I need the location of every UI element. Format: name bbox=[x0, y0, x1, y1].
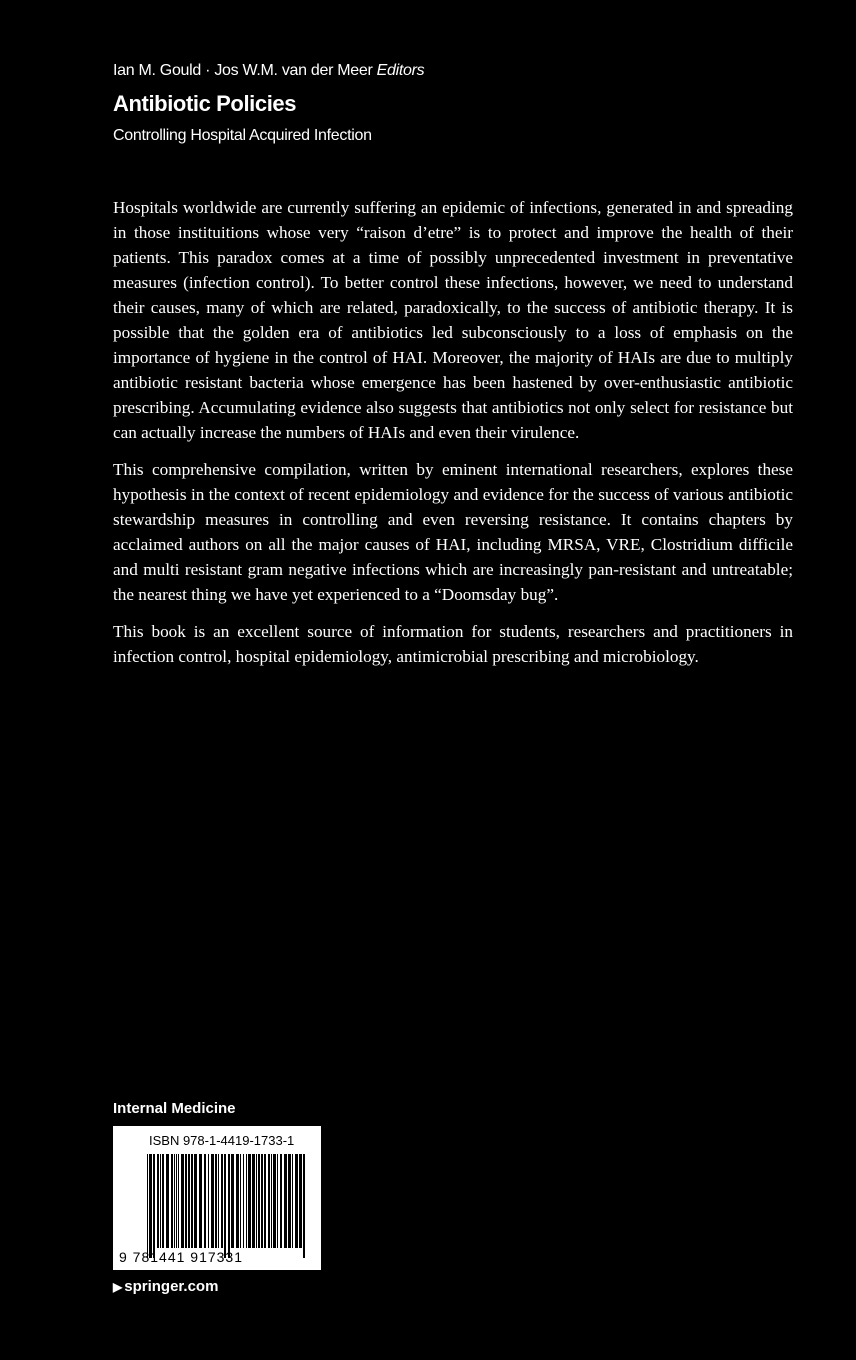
barcode-bar bbox=[256, 1154, 257, 1248]
barcode-bar bbox=[231, 1154, 234, 1248]
barcode-bar bbox=[149, 1154, 152, 1258]
barcode-bar bbox=[271, 1154, 272, 1248]
barcode-bar bbox=[277, 1154, 278, 1248]
blurb-paragraph: This book is an excellent source of information for students, researchers and practitioners in infection control, hospital epidemiology, antimicrobial prescribing and microbiology. bbox=[113, 622, 793, 666]
barcode-bar bbox=[199, 1154, 202, 1248]
barcode-bar bbox=[218, 1154, 219, 1248]
barcode-bar bbox=[153, 1154, 155, 1258]
publisher-link[interactable] bbox=[113, 1278, 218, 1295]
barcode-bar bbox=[174, 1154, 175, 1248]
barcode-box bbox=[113, 1126, 321, 1270]
barcode-bar bbox=[185, 1154, 187, 1248]
barcode-bar bbox=[228, 1154, 230, 1258]
blurb bbox=[113, 195, 793, 681]
barcode-bar bbox=[240, 1154, 241, 1248]
barcode-bar bbox=[171, 1154, 173, 1248]
barcode-bar bbox=[176, 1154, 177, 1248]
barcode-bar bbox=[248, 1154, 251, 1248]
barcode-bar bbox=[178, 1154, 179, 1248]
barcode-bar bbox=[191, 1154, 193, 1248]
publisher-site: springer.com bbox=[124, 1278, 219, 1295]
barcode-bar bbox=[221, 1154, 223, 1248]
barcode-digits: 9 781441 917331 bbox=[119, 1249, 243, 1265]
barcode-bar bbox=[292, 1154, 293, 1248]
barcode-bar bbox=[181, 1154, 184, 1248]
barcode-bar bbox=[236, 1154, 239, 1248]
barcode-bar bbox=[252, 1154, 255, 1248]
barcode-bar bbox=[299, 1154, 302, 1248]
editors-line bbox=[113, 62, 424, 80]
blurb-paragraph: This comprehensive compilation, written by eminent international researchers, explores these hypothesis in the context of recent epidemiology and evidence for the success of various antibiotic stewardship measures in controlling and even reversing resistance. It contains chapters by acclaimed authors on all the major causes of HAI, including MRSA, VRE, Clostridium difficile and multi resistant gram negative infections which are increasingly pan-resistant and untreatable; the nearest thing we have yet experienced to a “Doomsday bug”. bbox=[113, 460, 793, 604]
barcode-bar bbox=[303, 1154, 305, 1258]
barcode-bar bbox=[215, 1154, 217, 1248]
triangle-right-icon: ▶ bbox=[113, 1280, 123, 1294]
barcode-bar bbox=[188, 1154, 190, 1248]
barcode-bar bbox=[211, 1154, 214, 1248]
isbn-label: ISBN 978-1-4419-1733-1 bbox=[149, 1133, 295, 1148]
barcode-bar bbox=[264, 1154, 266, 1248]
book-title: Antibiotic Policies bbox=[113, 91, 297, 116]
barcode-bar bbox=[160, 1154, 161, 1248]
barcode-bar bbox=[295, 1154, 298, 1248]
book-subtitle: Controlling Hospital Acquired Infection bbox=[113, 127, 372, 144]
barcode-bar bbox=[284, 1154, 287, 1248]
barcode-bar bbox=[162, 1154, 164, 1248]
barcode-bar bbox=[258, 1154, 260, 1248]
barcode-bar bbox=[157, 1154, 159, 1248]
blurb-paragraph: Hospitals worldwide are currently suffering an epidemic of infections, generated in and spreading in those instituitions whose very “raison d’etre” is to protect and improve the health of their patients. This paradox comes at a time of possibly unprecedented investment in preventative measures (infection control). To better control these infections, however, we need to understand their causes, many of which are related, paradoxically, to the success of antibiotic therapy. It is possible that the golden era of antibiotics led subconsciously to a loss of emphasis on the importance of hygiene in the control of HAI. Moreover, the majority of HAIs are due to multiply antibiotic resistant bacteria whose emergence has been hastened by over-enthusiastic antibiotic prescribing. Accumulating evidence also suggests that antibiotics not only select for resistance but can actually increase the numbers of HAIs and even their virulence. bbox=[113, 198, 793, 442]
barcode-bar bbox=[268, 1154, 270, 1248]
barcode-bar bbox=[261, 1154, 263, 1248]
barcode-bar bbox=[288, 1154, 291, 1248]
barcode-bar bbox=[280, 1154, 282, 1248]
series-label: Internal Medicine bbox=[113, 1100, 236, 1117]
barcode-bar bbox=[243, 1154, 244, 1248]
barcode-bar bbox=[246, 1154, 247, 1248]
barcode-bar bbox=[147, 1154, 148, 1258]
barcode-bar bbox=[273, 1154, 276, 1248]
editors-role: Editors bbox=[376, 62, 425, 79]
barcode-bar bbox=[166, 1154, 169, 1248]
barcode-bar bbox=[224, 1154, 226, 1258]
barcode-bar bbox=[194, 1154, 197, 1248]
barcode-bar bbox=[204, 1154, 206, 1248]
editor-names: Ian M. Gould · Jos W.M. van der Meer bbox=[113, 62, 373, 79]
barcode-bar bbox=[208, 1154, 209, 1248]
